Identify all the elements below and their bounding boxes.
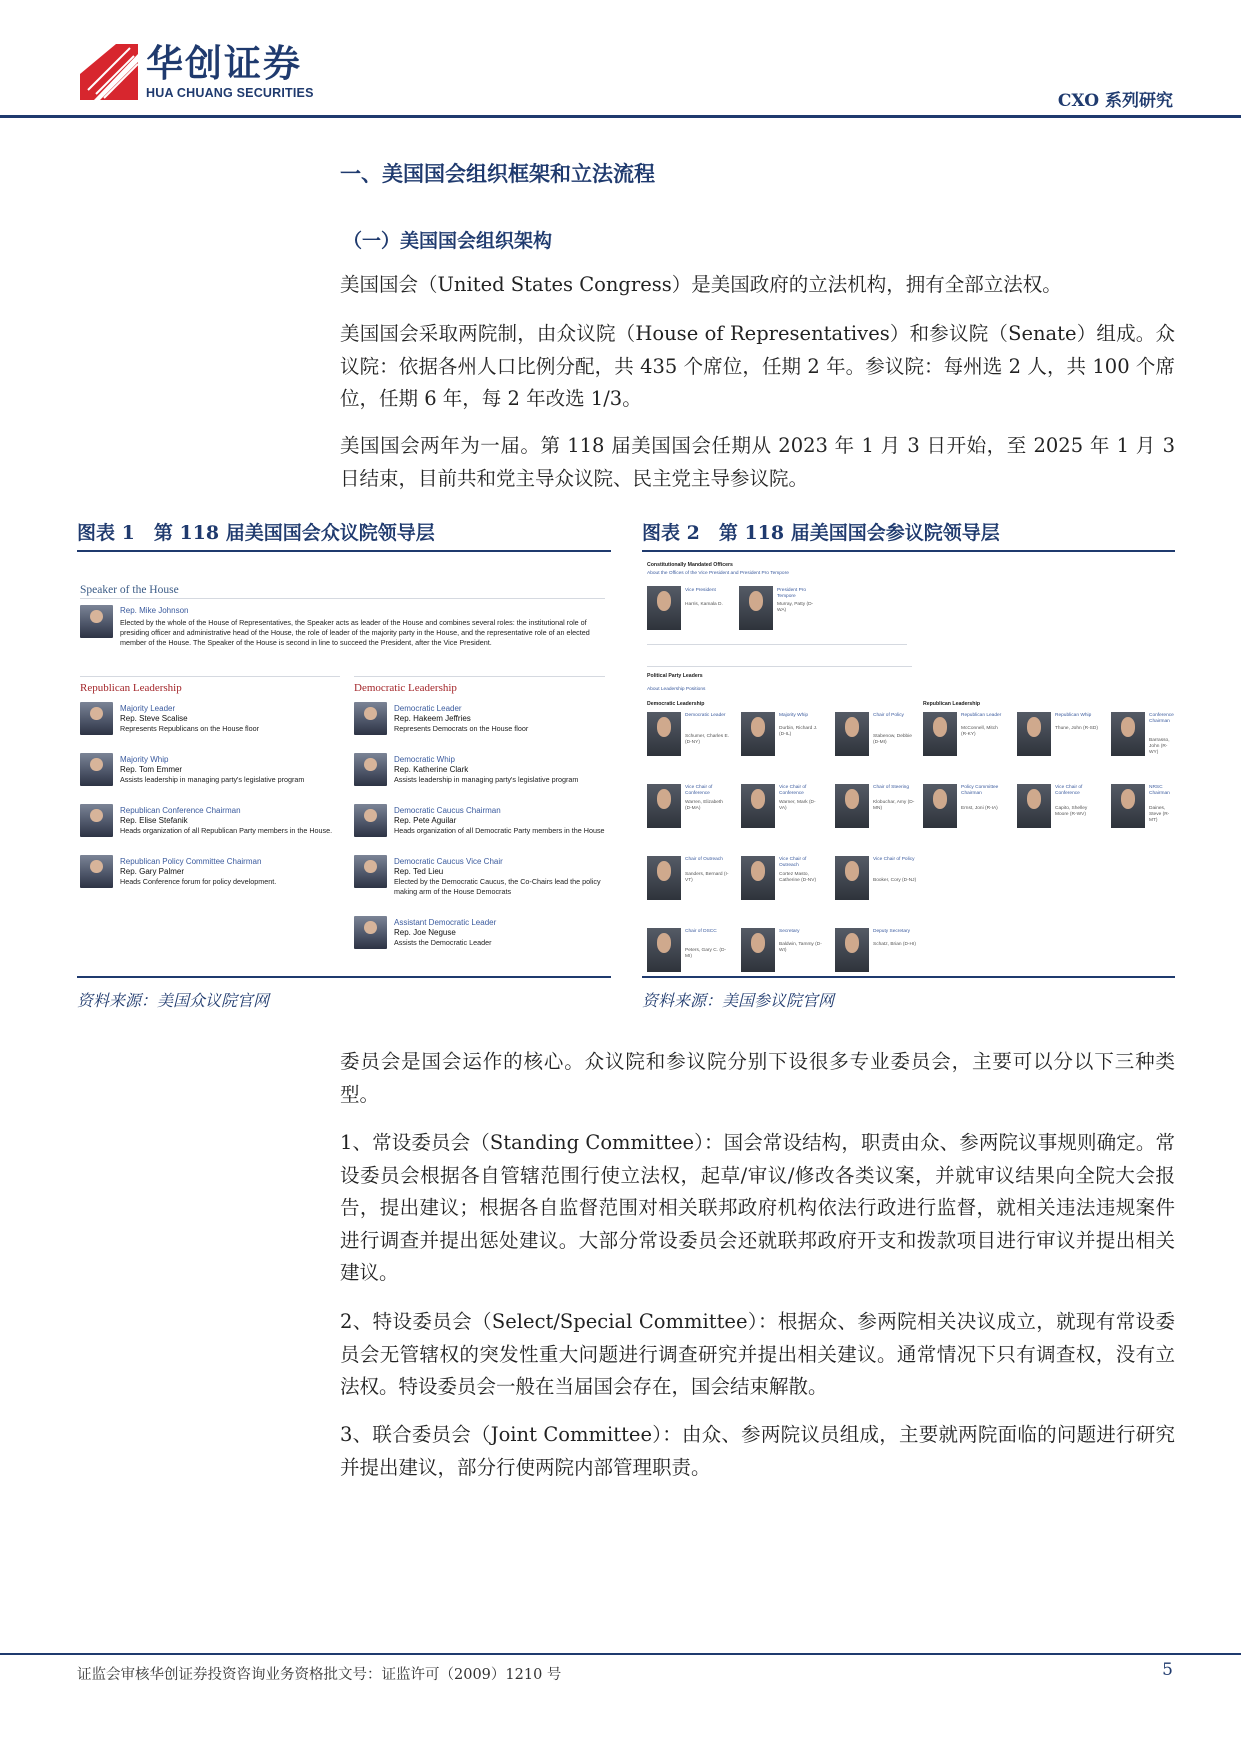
senator-role-link[interactable]: Democratic Leader [685, 713, 726, 718]
speaker-description: Elected by the whole of the House of Representatives, the Speaker acts as leader of the House and combines several roles: the institutional role of presiding officer and administrative head of the House, the role of leader of the majority party in the House, and the representative role of an elected member of the House. The Speaker of the House is second in line to succeed the President, after the Vice President. [120, 618, 590, 647]
senator-name: Baldwin, Tammy (D-WI) [779, 942, 822, 953]
figure-1-source: 资料来源：美国众议院官网 [77, 991, 270, 1010]
senator-photo [647, 586, 681, 630]
speaker-heading: Speaker of the House [80, 584, 179, 596]
leader-role-link[interactable]: Democratic Whip [394, 755, 455, 764]
figure-1-top-rule [77, 550, 611, 552]
senator-name: Warner, Mark (D-VA) [779, 800, 816, 811]
leader-role-link[interactable]: Democratic Leader [394, 704, 462, 713]
senator-role-link[interactable]: Republican Leader [961, 713, 1002, 718]
senator-photo [647, 928, 681, 972]
leader-name: Rep. Katherine Clark [394, 765, 469, 774]
officer-role-link[interactable]: Vice President [685, 588, 716, 593]
leader-role-link[interactable]: Republican Conference Chairman [120, 806, 241, 815]
senator-photo [923, 712, 957, 756]
leader-name: Rep. Ted Lieu [394, 867, 444, 876]
figure-1-title: 图表 1 第 118 届美国国会众议院领导层 [77, 522, 435, 544]
senator-name: Schumer, Charles E. (D-NY) [685, 734, 729, 745]
senator-photo [1111, 712, 1145, 756]
speaker-photo [80, 605, 113, 638]
senator-role-link[interactable]: Deputy Secretary [873, 929, 911, 934]
paragraph-3: 美国国会两年为一届。第 118 届美国国会任期从 2023 年 1 月 3 日开始，至 2025 年 1 月 3 日结束，目前共和党主导众议院、民主党主导参议院。 [340, 434, 1175, 490]
senator-name: Daines, Steve (R-MT) [1149, 806, 1170, 823]
leader-photo [80, 855, 113, 888]
senator-role-link[interactable]: Vice Chair of Policy [873, 857, 915, 862]
senator-role-link[interactable]: Chair of Outreach [685, 857, 723, 862]
senator-role-link[interactable]: Vice Chair of Conference [779, 785, 807, 796]
figure-2-source: 资料来源：美国参议院官网 [642, 991, 835, 1010]
paragraph-4: 委员会是国会运作的核心。众议院和参议院分别下设很多专业委员会，主要可以分以下三种类型。 [340, 1050, 1175, 1106]
company-name-cn: 华创证券 [146, 42, 302, 85]
const-officers-heading: Constitutionally Mandated Officers [647, 562, 733, 568]
senator-role-link[interactable]: Secretary [779, 929, 800, 934]
party-leaders-heading: Political Party Leaders [647, 673, 703, 679]
paragraph-5: 1、常设委员会（Standing Committee）：国会常设结构，职责由众、参两院议事规则确定。常设委员会根据各自管辖范围行使立法权，起草/审议/修改各类议案，并就审议结果向全院大会报告，提出建议；根据各自监督范围对相关联邦政府机构依法行政进行监督，就相关违法违规案件进行调查并提出惩处建议。大部分常设委员会还就联邦政府开支和拨款项目进行审议并提出相关建议。 [340, 1131, 1175, 1284]
figure-2-title: 图表 2 第 118 届美国国会参议院领导层 [642, 522, 1000, 544]
paragraph-1: 美国国会（United States Congress）是美国政府的立法机构，拥有全部立法权。 [340, 273, 1062, 296]
senator-name: Klobuchar, Amy (D-MN) [873, 800, 915, 811]
senator-name: Capito, Shelley Moore (R-WV) [1055, 806, 1088, 817]
divider [354, 676, 605, 677]
paragraph-6: 2、特设委员会（Select/Special Committee）：根据众、参两院相关决议成立，就现有常设委员会无管辖权的突发性重大问题进行调查研究并提出相关建议。通常情况下只有调查权，没有立法权。特设委员会一般在当届国会存在，国会结束解散。 [340, 1310, 1175, 1398]
leader-name: Rep. Steve Scalise [120, 714, 188, 723]
senate-rep-heading: Republican Leadership [923, 701, 981, 707]
leader-description: Assists the Democratic Leader [394, 938, 492, 947]
party-leaders-link[interactable]: About Leadership Positions [647, 687, 706, 692]
senator-photo [647, 784, 681, 828]
senator-role-link[interactable]: Majority Whip [779, 713, 809, 718]
speaker-name-link[interactable]: Rep. Mike Johnson [120, 606, 189, 615]
leader-photo [80, 753, 113, 786]
senator-name: Thune, John (R-SD) [1055, 726, 1098, 731]
senator-role-link[interactable]: Vice Chair of Outreach [779, 857, 807, 868]
figure-2-bottom-rule [642, 976, 1175, 978]
leader-description: Heads Conference forum for policy development. [120, 877, 277, 886]
senator-name: Sanders, Bernard (I-VT) [685, 872, 729, 883]
senate-leadership-panel [645, 556, 1175, 974]
senator-role-link[interactable]: Conference Chairman [1149, 713, 1174, 724]
senator-photo [741, 928, 775, 972]
senator-name: McConnell, Mitch (R-KY) [961, 726, 998, 737]
footer-divider [0, 1653, 1241, 1655]
company-logo-icon [80, 44, 138, 100]
leader-name: Rep. Joe Neguse [394, 928, 456, 937]
leader-description: Assists leadership in managing party's legislative program [120, 775, 305, 784]
senator-role-link[interactable]: Policy Committee Chairman [961, 785, 999, 796]
senator-name: Schatz, Brian (D-HI) [873, 942, 916, 947]
leader-description: Heads organization of all Democratic Party members in the House [394, 826, 605, 835]
divider [80, 676, 340, 677]
senator-photo [1017, 712, 1051, 756]
const-officers-link[interactable]: About the Offices of the Vice President and President Pro Tempore [647, 571, 789, 576]
officer-role-link[interactable]: President Pro Tempore [777, 588, 807, 599]
senator-photo [647, 856, 681, 900]
section-heading: 一、美国国会组织框架和立法流程 [340, 161, 655, 186]
senator-photo [835, 712, 869, 756]
senator-role-link[interactable]: Chair of Steering [873, 785, 909, 790]
leader-description: Elected by the Democratic Caucus, the Co-Chairs lead the policy making arm of the House Democrats [394, 877, 601, 896]
footer-license-text: 证监会审核华创证券投资咨询业务资格批文号：证监许可（2009）1210 号 [77, 1667, 562, 1683]
page-number: 5 [1162, 1660, 1173, 1680]
leader-role-link[interactable]: Democratic Caucus Chairman [394, 806, 501, 815]
senator-photo [741, 712, 775, 756]
senator-role-link[interactable]: NRSC Chairman [1149, 785, 1170, 796]
officer-name: Harris, Kamala D. [685, 602, 723, 607]
leader-photo [354, 753, 387, 786]
divider [80, 598, 605, 599]
leader-name: Rep. Pete Aguilar [394, 816, 457, 825]
leader-photo [354, 702, 387, 735]
house-leadership-panel [80, 560, 608, 970]
senator-name: Booker, Cory (D-NJ) [873, 878, 917, 883]
leader-name: Rep. Hakeem Jeffries [394, 714, 471, 723]
company-name-en: HUA CHUANG SECURITIES [146, 86, 314, 100]
report-series: CXO 系列研究 [1057, 91, 1173, 111]
democratic-leadership-heading: Democratic Leadership [354, 682, 457, 694]
senator-photo [741, 856, 775, 900]
senator-photo [1111, 784, 1145, 828]
senator-name: Durbin, Richard J. (D-IL) [779, 726, 818, 737]
leader-role-link[interactable]: Assistant Democratic Leader [394, 918, 497, 927]
senator-photo [835, 784, 869, 828]
senator-name: Warren, Elizabeth (D-MA) [685, 800, 723, 811]
senator-name: Cortez Masto, Catherine (D-NV) [779, 872, 817, 883]
leader-role-link[interactable]: Democratic Caucus Vice Chair [394, 857, 503, 866]
leader-description: Heads organization of all Republican Party members in the House. [120, 826, 333, 835]
leader-photo [80, 804, 113, 837]
leader-role-link[interactable]: Majority Whip [120, 755, 169, 764]
figure-2-top-rule [642, 550, 1175, 552]
senator-name: Ernst, Joni (R-IA) [961, 806, 998, 811]
senator-photo [741, 784, 775, 828]
divider [647, 644, 907, 645]
paragraph-7: 3、联合委员会（Joint Committee）：由众、参两院议员组成，主要就两院面临的问题进行研究并提出建议，部分行使两院内部管理职责。 [340, 1423, 1175, 1479]
senator-photo [835, 928, 869, 972]
senator-name: Barrasso, John (R-WY) [1149, 738, 1170, 755]
senator-name: Stabenow, Debbie (D-MI) [873, 734, 912, 745]
leader-role-link[interactable]: Republican Policy Committee Chairman [120, 857, 262, 866]
senator-photo [835, 856, 869, 900]
senator-photo [1017, 784, 1051, 828]
senator-name: Peters, Gary C. (D-MI) [685, 948, 727, 959]
figure-1-bottom-rule [77, 976, 611, 978]
leader-name: Rep. Tom Emmer [120, 765, 183, 774]
leader-photo [354, 855, 387, 888]
senator-photo [647, 712, 681, 756]
leader-photo [354, 916, 387, 949]
divider [647, 666, 912, 667]
leader-name: Rep. Gary Palmer [120, 867, 185, 876]
senator-role-link[interactable]: Chair of Policy [873, 713, 904, 718]
leader-photo [354, 804, 387, 837]
leader-description: Assists leadership in managing party's legislative program [394, 775, 579, 784]
leader-description: Represents Republicans on the House floor [120, 724, 260, 733]
officer-name: Murray, Patty (D-WA) [777, 602, 814, 613]
subsection-heading: （一）美国国会组织架构 [343, 230, 553, 252]
senator-role-link[interactable]: Republican Whip [1055, 713, 1092, 718]
leader-name: Rep. Elise Stefanik [120, 816, 188, 825]
senator-role-link[interactable]: Chair of DSCC [685, 929, 717, 934]
senator-role-link[interactable]: Vice Chair of Conference [1055, 785, 1083, 796]
senate-dem-heading: Democratic Leadership [647, 701, 705, 707]
leader-role-link[interactable]: Majority Leader [120, 704, 176, 713]
leader-photo [80, 702, 113, 735]
senator-photo [923, 784, 957, 828]
senator-role-link[interactable]: Vice Chair of Conference [685, 785, 713, 796]
senator-photo [739, 586, 773, 630]
leader-description: Represents Democrats on the House floor [394, 724, 529, 733]
paragraph-2: 美国国会采取两院制，由众议院（House of Representatives）和参议院（Senate）组成。众议院：依据各州人口比例分配，共 435 个席位，任期 2 年。参议院：每州选 2 人，共 100 个席位，任期 6 年，每 2 年改选 1/3。 [340, 322, 1175, 410]
republican-leadership-heading: Republican Leadership [80, 682, 182, 694]
header-divider [0, 115, 1241, 118]
